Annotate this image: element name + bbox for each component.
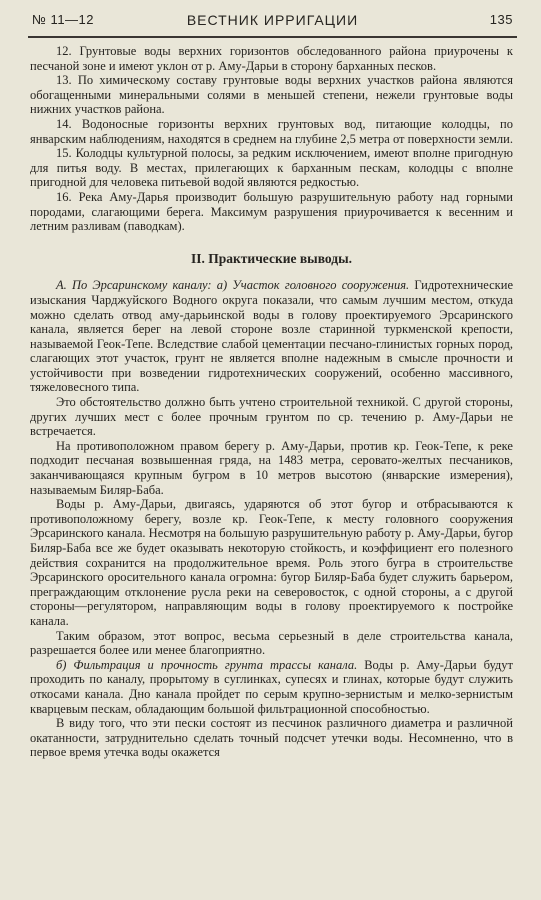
- paragraph: Воды р. Аму-Дарьи, двигаясь, ударяются об этот бугор и отбрасываются к противоположному берегу, возле кр. Геок-Тепе, к месту головного сооружения Эрсаринского канала. Несмотря на большую разрушительную работу р. Аму-Дарьи, бугор Биляр-Баба все же будет оказывать некоторую стойкость, и коэффициент его полезного действия сохранится на продолжительное время. Роль этого бугра в строительстве Эрсаринского оросительного канала огромна: бугор Биляр-Баба будет служить барьером, преграждающим отклонение русла реки на северовосток, с одной стороны, а с другой стороны—регулятором, направляющим воды в голову проектируемого к постройке канала.: [30, 497, 513, 628]
- section-a-heading: А. По Эрсаринскому каналу: а) Участок головного сооружения.: [56, 278, 410, 293]
- article-body: [30, 44, 513, 760]
- paragraph: 13. По химическому составу грунтовые воды верхних участков района являются обогащенными минеральными солями в меньшей степени, нежели грунтовые воды нижних участков района.: [30, 73, 513, 117]
- section-a-paragraph: [30, 278, 513, 395]
- paragraph: 16. Река Аму-Дарья производит большую разрушительную работу над горными породами, слагающими берега. Максимум разрушения приурочивается к весенним и летним разливам (паводкам).: [30, 189, 513, 234]
- paragraph: Таким образом, этот вопрос, весьма серьезный в деле строительства канала, разрешается более или менее благоприятно.: [30, 628, 513, 658]
- paragraph: 14. Водоносные горизонты верхних грунтовых вод, питающие колодцы, по январским наблюдениям, находятся в среднем на глубине 2,5 метра от поверхности земли.: [30, 116, 513, 146]
- paragraph: Это обстоятельство должно быть учтено строительной техникой. С другой стороны, других лучших мест с более прочным грунтом по ср. течению р. Аму-Дарьи не встречается.: [30, 395, 513, 439]
- issue-number: № 11—12: [32, 12, 95, 27]
- page-number: 135: [489, 12, 513, 27]
- paragraph: На противоположном правом берегу р. Аму-Дарьи, против кр. Геок-Тепе, к реке подходит песчаная возвышенная гряда, на 1483 метра, серовато-желтых песчаников, заканчивающаяся крупным бугром в 10 метров высотою (январские измерения), называемым Биляр-Баба.: [30, 438, 513, 497]
- section-b-paragraph: [30, 658, 513, 716]
- paragraph: 12. Грунтовые воды верхних горизонтов обследованного района приурочены к песчаной зоне и имеют уклон от р. Аму-Дарьи в сторону барханных песков.: [30, 44, 513, 73]
- header-rule: [28, 36, 517, 38]
- section-b-heading: б) Фильтрация и прочность грунта трассы канала.: [56, 657, 358, 672]
- page-header: [30, 8, 515, 32]
- section-a-text: Гидротехнические изыскания Чарджуйского Водного округа показали, что самым лучшим местом, откуда можно сделать отвод аму-дарьинской воды в голову проектируемого Эрсаринского канала, является берег на левой стороне возле старинной туркменской крепости, называемой Геок-Тепе. Вследствие слабой цементации песчано-глинистых горных пород, слагающих этот участок, грунт не является вполне надежным в смысле прочности и устойчивости при возведении гидротехнических сооружений, особенно массивного, тяжеловесного типа.: [30, 278, 513, 395]
- paragraph: 15. Колодцы культурной полосы, за редким исключением, имеют вполне пригодную для питья воду. В местах, прилегающих к барханным пескам, колодцы с вполне пригодной для человека питьевой водой являются редкостью.: [30, 146, 513, 190]
- journal-title: ВЕСТНИК ИРРИГАЦИИ: [186, 12, 359, 28]
- paragraph: В виду того, что эти пески состоят из песчинок различного диаметра и различной окатанности, затруднительно сделать точный подсчет утечки воды. Несомненно, что в первое время утечка воды окажется: [30, 716, 513, 760]
- section-b-text: Воды р. Аму-Дарьи будут проходить по каналу, прорытому в суглинках, супесях и глинах, которые будут служить откосами канала. Дно канала пройдет по серым крупно-зернистым и мелко-зернистым кварцевым пескам, обладающим большой фильтрационной способностью.: [30, 657, 513, 716]
- section-title: II. Практические выводы.: [190, 250, 353, 266]
